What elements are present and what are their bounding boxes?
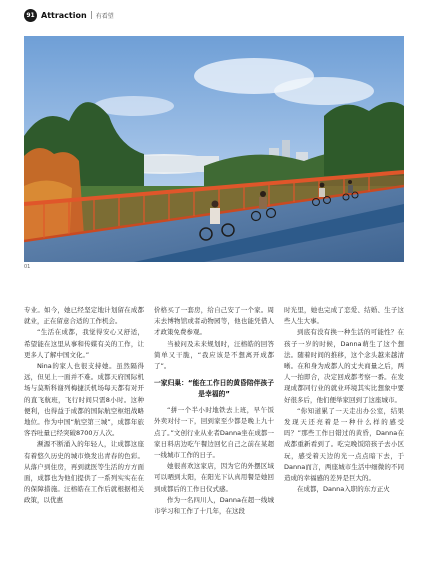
page-number: 91	[24, 9, 37, 22]
paragraph: 作为一名四川人，Danna在超一线城市学习和工作了十几年，在这段	[154, 495, 274, 516]
photo-caption: 01	[24, 264, 31, 270]
paragraph: 当被问及未来规划时，汪榕皓的回答简单又干脆，“我应该是不想离开成都了”。	[154, 339, 274, 371]
paragraph: 时光里，她也完成了恋爱、结婚、生子这些人生大事。	[284, 306, 404, 326]
section-title: Attraction	[41, 10, 87, 20]
paragraph: “你知道累了一天走出办公室，结果发现天还亮着是一种什么样的感受吗？”那些工作日错过的黄昏，Danna在成都重新看到了。吃完晚饭陪孩子去小区玩，感受着天边的光一点点暗下去，于Danna而言，两座城市生活中细微的不同造成的幸福感的差异是巨大的。	[284, 406, 404, 483]
cycling-bridge-photo	[24, 36, 404, 262]
header-divider	[91, 11, 92, 19]
article-column-2	[154, 305, 274, 560]
section-subtitle: 有看望	[95, 12, 114, 20]
paragraph: “生活在成都，我觉得安心又舒适，希望能在这里从事和传媒有关的工作，让更多人了解中国文化。”	[24, 328, 144, 359]
article-body	[24, 305, 404, 560]
paragraph: 到底有没有换一种生活的可能性？在孩子一岁的时候，Danna萌生了这个想法。随着时间的推移，这个念头越来越清晰。在和身为成都人的丈夫商量之后，两人一拍即合，决定回成都考察一番。在发现成都同行业的就业环境其实比想象中要好很多后，他们便举家回到了这座城市。	[284, 328, 404, 404]
feature-photo	[24, 36, 404, 262]
paragraph: “拼一个半小时地铁去上班，早午饭外卖对付一下，回到家至少都是晚上九十点了。”文创行业从业者Danna坐在成都一家日料店边吃午餐边回忆自己之前在某超一线城市工作的日子。	[154, 406, 274, 460]
page-header	[24, 8, 114, 22]
paragraph: 专业。如今，她已经坚定地计划留在成都就业，正在留意合适的工作机会。	[24, 306, 144, 326]
paragraph: Nina的家人也很支持她。虽然隔得远，但见上一面并不难。成都天府国际机场与莫斯科谢列梅捷沃机场每天都有对开的直飞航班，飞行时间只需8小时。这种便利，也得益于成都的国际航空枢纽战略地位。作为中国“航空第三城”，成都年旅客吞吐量已经突破8700万人次。	[24, 362, 144, 438]
paragraph: 价格买了一套房，给自己安了一个家。周末去博物馆或者动物园等，他也能凭借人才政策免费参观。	[154, 306, 274, 337]
article-column-1	[24, 305, 144, 560]
paragraph: 在成都，Danna入职的东方正火	[297, 485, 390, 494]
section-heading: 一家归巢：“能在工作日的黄昏陪伴孩子是幸福的”	[154, 379, 275, 399]
paragraph: 濒源不断涌入的年轻人，让成都这座有着悠久历史的城市焕发出青春的色彩。从落户到住房，再到就医等生活的方方面面，成都也为他们提供了一系列实实在在的保障措施。汪榕皓在工作后就根据相关政策，以优惠	[24, 440, 144, 505]
article-column-3	[284, 305, 404, 560]
paragraph: 她很喜欢这家店，因为它的外摆区域可以晒到太阳，在阳光下认真用餐是她回到成都后的工作日仪式感。	[154, 462, 274, 493]
